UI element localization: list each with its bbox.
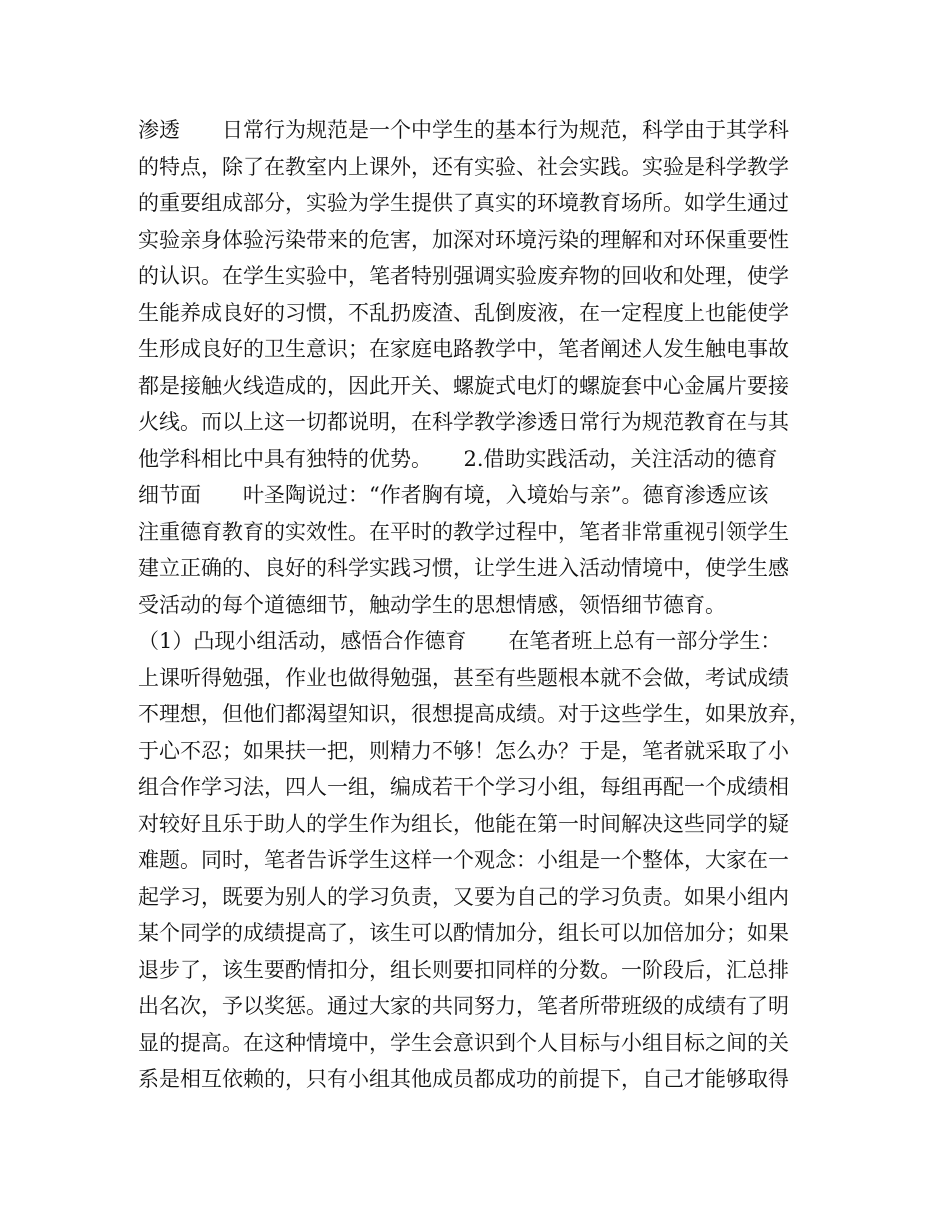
text-line: 细节面 叶圣陶说过：“作者胸有境，入境始与亲”。德育渗透应该 <box>138 483 769 507</box>
text-line: 显的提高。在这种情境中，学生会意识到个人目标与小组目标之间的关 <box>138 1030 789 1055</box>
text-line: 退步了，该生要酌情扣分，组长则要扣同样的分数。一阶段后，汇总排 <box>138 957 789 982</box>
text-line: 的重要组成部分，实验为学生提供了真实的环境教育场所。如学生通过 <box>138 191 789 215</box>
text-line: 渗透 日常行为规范是一个中学生的基本行为规范，科学由于其学科 <box>138 118 789 142</box>
text-line: 某个同学的成绩提高了，该生可以酌情加分，组长可以加倍加分；如果 <box>138 921 789 945</box>
text-line: （1）凸现小组活动，感悟合作德育 在笔者班上总有一部分学生： <box>138 629 782 653</box>
text-line: 出名次，予以奖惩。通过大家的共同努力，笔者所带班级的成绩有了明 <box>138 994 789 1018</box>
text-line: 生能养成良好的习惯，不乱扔废渣、乱倒废液，在一定程度上也能使学 <box>138 300 789 325</box>
text-line: 于心不忍；如果扶一把，则精力不够！怎么办？于是，笔者就采取了小 <box>138 738 789 763</box>
text-line: 上课听得勉强，作业也做得勉强，甚至有些题根本就不会做，考试成绩 <box>138 665 789 690</box>
text-line: 的认识。在学生实验中，笔者特别强调实验废弃物的回收和处理，使学 <box>138 264 789 288</box>
text-line: 的特点，除了在教室内上课外，还有实验、社会实践。实验是科学教学 <box>138 154 789 179</box>
text-line: 他学科相比中具有独特的优势。 2.借助实践活动，关注活动的德育 <box>138 446 778 471</box>
body-text <box>138 112 828 1098</box>
text-line: 注重德育教育的实效性。在平时的教学过程中，笔者非常重视引领学生 <box>138 519 789 544</box>
text-line: 受活动的每个道德细节，触动学生的思想情感，领悟细节德育。 <box>138 592 726 617</box>
text-line: 难题。同时，笔者告诉学生这样一个观念：小组是一个整体，大家在一 <box>138 848 789 872</box>
text-line: 都是接触火线造成的，因此开关、螺旋式电灯的螺旋套中心金属片要接 <box>138 373 789 398</box>
text-line: 生形成良好的卫生意识；在家庭电路教学中，笔者阐述人发生触电事故 <box>138 337 789 361</box>
text-line: 对较好且乐于助人的学生作为组长，他能在第一时间解决这些同学的疑 <box>138 811 789 836</box>
text-line: 组合作学习法，四人一组，编成若干个学习小组，每组再配一个成绩相 <box>138 775 789 799</box>
text-line: 起学习，既要为别人的学习负责，又要为自己的学习负责。如果小组内 <box>138 884 789 909</box>
text-line: 系是相互依赖的，只有小组其他成员都成功的前提下，自己才能够取得 <box>138 1067 789 1091</box>
text-line: 不理想，但他们都渴望知识，很想提高成绩。对于这些学生，如果放弃， <box>138 702 810 726</box>
text-line: 建立正确的、良好的科学实践习惯，让学生进入活动情境中，使学生感 <box>138 556 789 580</box>
text-line: 火线。而以上这一切都说明，在科学教学渗透日常行为规范教育在与其 <box>138 410 789 434</box>
text-line: 实验亲身体验污染带来的危害，加深对环境污染的理解和对环保重要性 <box>138 227 789 252</box>
